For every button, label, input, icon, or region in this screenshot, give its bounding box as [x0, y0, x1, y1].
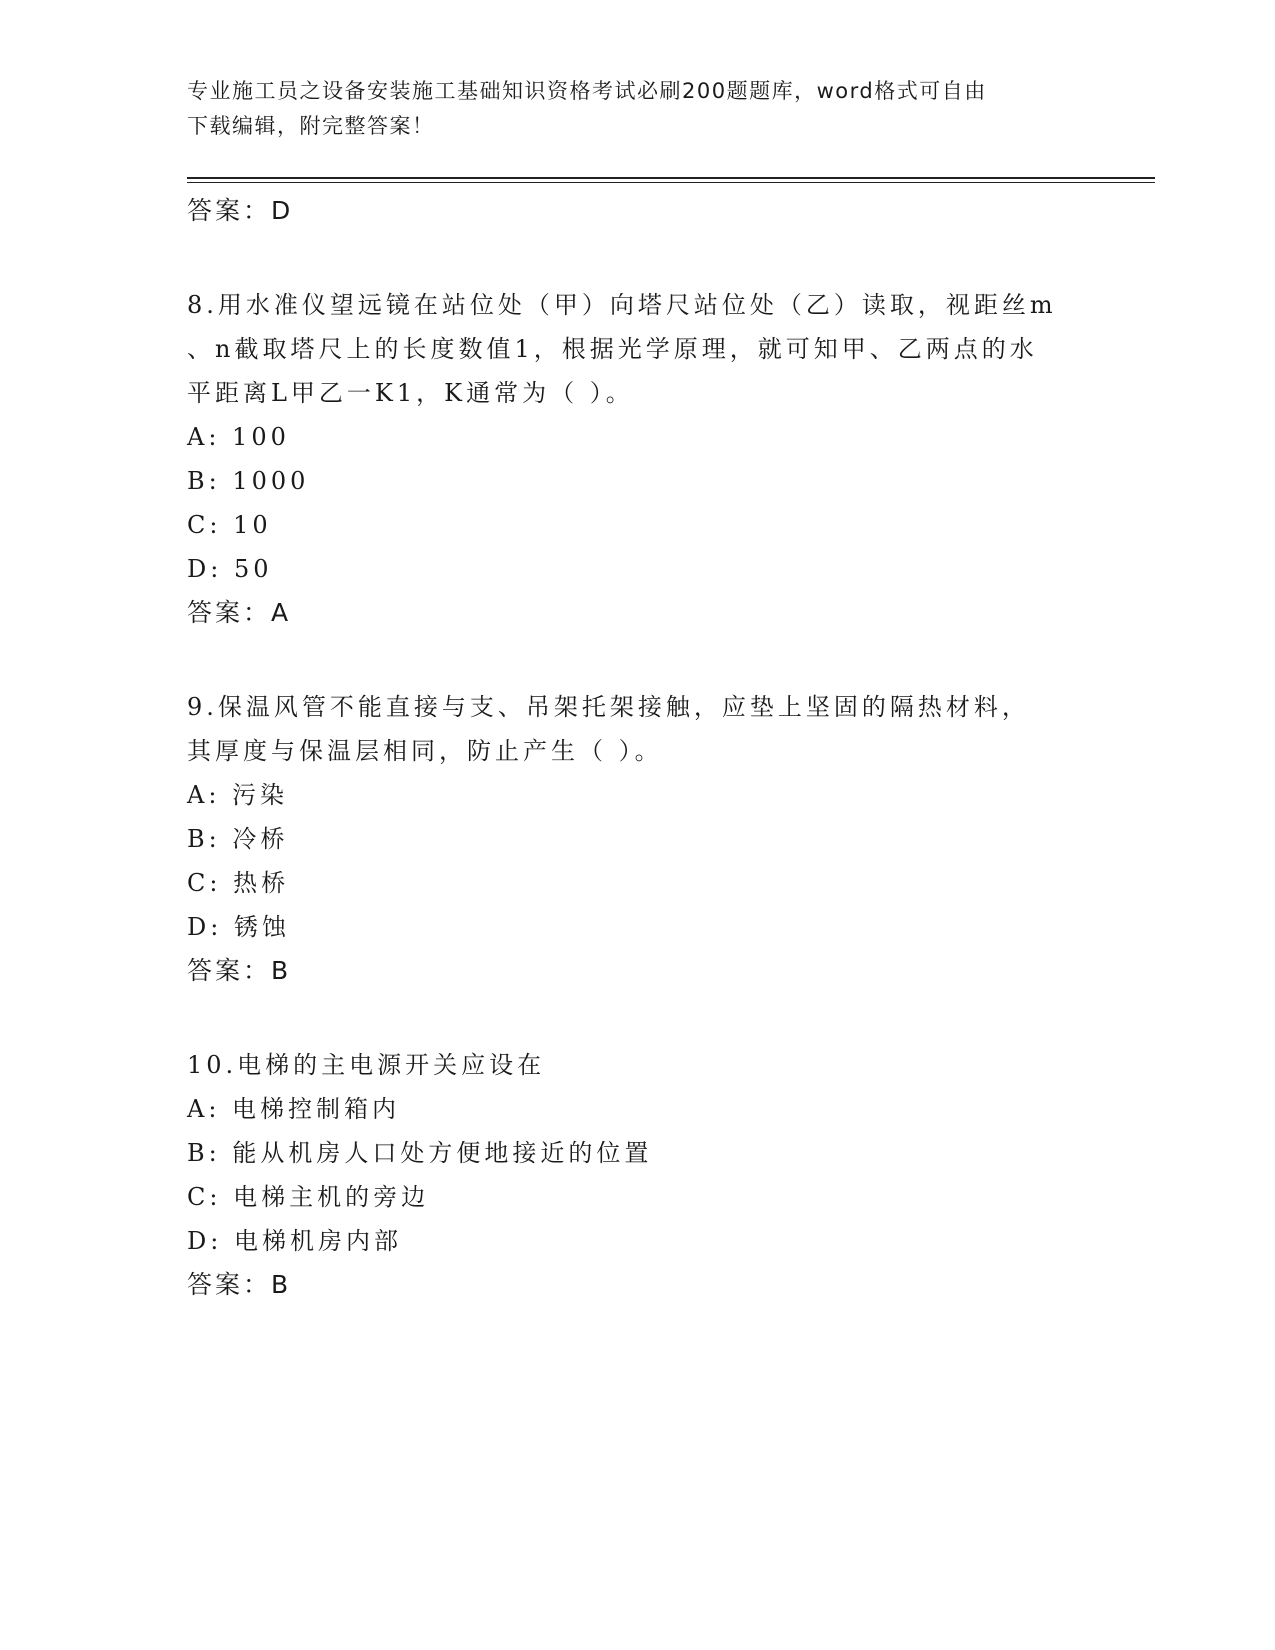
question-10-option-b: B: 能从机房人口处方便地接近的位置 [187, 1139, 653, 1167]
question-9-line-1: 9.保温风管不能直接与支、吊架托架接触，应垫上坚固的隔热材料， [187, 693, 1030, 721]
question-8-line-3: 平距离L甲乙一K1，K通常为（ ）。 [187, 379, 634, 407]
question-9-line-2: 其厚度与保温层相同，防止产生（ ）。 [187, 737, 663, 765]
header-divider-thick [187, 177, 1155, 179]
document-header [187, 74, 1087, 144]
question-9-option-b: B: 冷桥 [187, 825, 289, 853]
header-line-2: 下载编辑，附完整答案！ [187, 114, 435, 138]
question-8-option-a: A: 100 [187, 423, 290, 451]
question-8-line-2: 、n截取塔尺上的长度数值1，根据光学原理，就可知甲、乙两点的水 [187, 335, 1038, 363]
question-9-option-a: A: 污染 [187, 781, 289, 809]
question-8-option-d: D: 50 [187, 555, 273, 583]
question-9-answer: 答案：B [187, 956, 292, 985]
previous-answer: 答案：D [187, 196, 294, 225]
question-9-option-d: D: 锈蚀 [187, 913, 290, 941]
question-8-option-b: B: 1000 [187, 467, 310, 495]
header-line-1: 专业施工员之设备安装施工基础知识资格考试必刷200题题库，word格式可自由 [187, 79, 987, 103]
question-10-option-c: C: 电梯主机的旁边 [187, 1183, 430, 1211]
question-10-answer: 答案：B [187, 1270, 292, 1299]
header-divider-thin [187, 182, 1155, 183]
question-10-option-a: A: 电梯控制箱内 [187, 1095, 401, 1123]
question-8-option-c: C: 10 [187, 511, 272, 539]
question-8-answer: 答案：A [187, 598, 292, 627]
question-10-option-d: D: 电梯机房内部 [187, 1227, 402, 1255]
question-8-line-1: 8.用水准仪望远镜在站位处（甲）向塔尺站位处（乙）读取，视距丝m [187, 291, 1057, 319]
question-10-line-1: 10.电梯的主电源开关应设在 [187, 1051, 546, 1079]
question-9-option-c: C: 热桥 [187, 869, 290, 897]
